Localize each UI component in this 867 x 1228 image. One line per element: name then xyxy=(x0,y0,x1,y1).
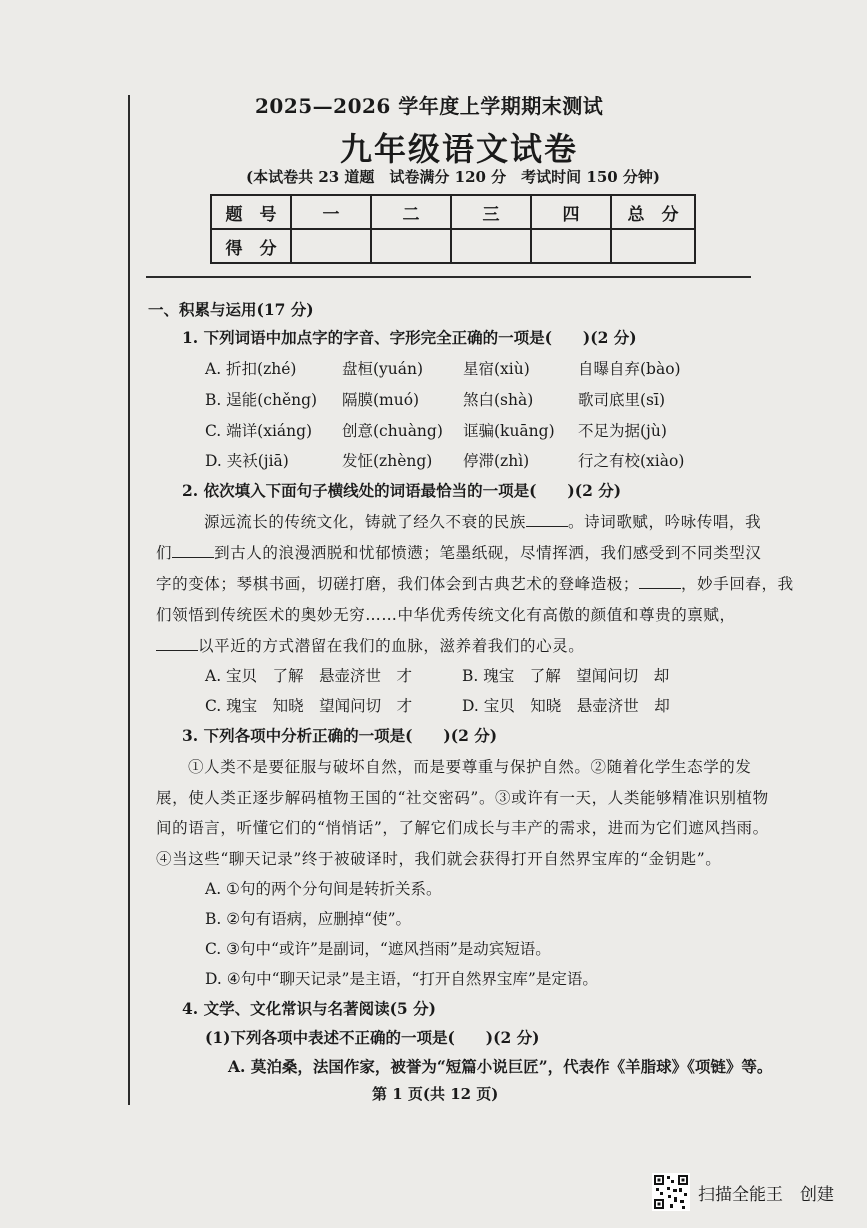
q3-passage-line: ④当这些“聊天记录”终于被破译时，我们就会获得打开自然界宝库的“金钥匙”。 xyxy=(156,850,722,868)
score-table-cell: 三 xyxy=(451,195,531,229)
question-1-stem: 1. 下列词语中加点字的字音、字形完全正确的一项是( )(2 分) xyxy=(182,328,637,347)
watermark-text: 扫描全能王 创建 xyxy=(698,1185,834,1205)
q1-option-c-1: C. 端详(xiáng) xyxy=(205,422,313,440)
q2-passage-text: 到古人的浪漫洒脱和忧郁愤懑；笔墨纸砚，尽情挥洒，我们感受到不同类型汉 xyxy=(214,544,762,562)
q1-option-b-1: B. 逞能(chěng) xyxy=(205,391,318,409)
q1-option-c-3: 诓骗(kuāng) xyxy=(463,422,555,440)
q2-passage-line xyxy=(156,541,762,563)
q1-option-d-4: 行之有校(xiào) xyxy=(578,452,685,470)
q2-blank-3 xyxy=(639,588,681,589)
question-4-stem: 4. 文学、文化常识与名著阅读(5 分) xyxy=(182,999,436,1018)
question-3-stem: 3. 下列各项中分析正确的一项是( )(2 分) xyxy=(182,726,498,745)
q3-passage-line: ①人类不是要征服与破坏自然，而是要尊重与保护自然。②随着化学生态学的发 xyxy=(188,758,752,776)
score-table-cell: 题 号 xyxy=(211,195,291,229)
q2-option-c: C. 瑰宝 知晓 望闻问切 才 xyxy=(205,697,413,715)
q1-option-d-1: D. 夹袄(jiā) xyxy=(205,452,289,470)
score-input-cell[interactable] xyxy=(531,229,611,263)
q2-passage-line: 们领悟到传统医术的奥妙无穷……中华优秀传统文化有高傲的颜值和尊贵的禀赋， xyxy=(156,606,736,624)
score-input-cell[interactable] xyxy=(451,229,531,263)
q1-option-a-2: 盘桓(yuán) xyxy=(342,360,424,378)
q1-option-b-2: 隔膜(muó) xyxy=(342,391,420,409)
exam-title-line1: 2025—2026 学年度上学期期末测试 xyxy=(255,94,604,118)
q3-passage-line: 展，使人类正逐步解码植物王国的“社交密码”。③或许有一天，人类能够精准识别植物 xyxy=(156,789,769,807)
q2-passage-text: 源远流长的传统文化，铸就了经久不衰的民族 xyxy=(204,513,527,531)
score-input-cell[interactable] xyxy=(611,229,695,263)
score-table-score-row xyxy=(211,229,695,263)
q2-passage-text: 字的变体；琴棋书画，切磋打磨，我们体会到古典艺术的登峰造极； xyxy=(156,575,640,593)
q1-option-d-3: 停滞(zhì) xyxy=(463,452,530,470)
q2-passage-text: 。诗词歌赋，吟咏传唱，我 xyxy=(568,513,762,531)
q3-option-b: B. ②句有语病，应删掉“使”。 xyxy=(205,910,411,928)
q2-passage-line xyxy=(204,510,761,532)
q2-passage-text: 以平近的方式潜留在我们的血脉，滋养着我们的心灵。 xyxy=(198,637,585,655)
question-2-stem: 2. 依次填入下面句子横线处的词语最恰当的一项是( )(2 分) xyxy=(182,481,622,500)
q1-option-a-1: A. 折扣(zhé) xyxy=(205,360,297,378)
q2-option-d: D. 宝贝 知晓 悬壶济世 却 xyxy=(462,697,670,715)
q1-option-a-4: 自曝自弃(bào) xyxy=(578,360,681,378)
q3-option-d: D. ④句中“聊天记录”是主语，“打开自然界宝库”是定语。 xyxy=(205,970,598,988)
q2-option-a: A. 宝贝 了解 悬壶济世 才 xyxy=(205,667,413,685)
q1-option-c-4: 不足为据(jù) xyxy=(578,422,667,440)
score-table-cell: 四 xyxy=(531,195,611,229)
binding-line xyxy=(128,95,130,1105)
q2-passage-line xyxy=(156,572,794,594)
q3-option-c: C. ③句中“或许”是副词，“遮风挡雨”是动宾短语。 xyxy=(205,940,551,958)
q3-option-a: A. ①句的两个分句间是转折关系。 xyxy=(205,880,442,898)
q4-sub1-option-a: A. 莫泊桑，法国作家，被誉为“短篇小说巨匠”，代表作《羊脂球》《项链》等。 xyxy=(228,1057,773,1076)
q2-blank-4 xyxy=(156,650,198,651)
exam-subtitle: (本试卷共 23 道题 试卷满分 120 分 考试时间 150 分钟) xyxy=(246,168,661,186)
score-table xyxy=(210,194,696,264)
score-table-cell: 总 分 xyxy=(611,195,695,229)
qr-code-icon xyxy=(652,1173,690,1215)
q2-passage-text: 们 xyxy=(156,544,173,562)
q1-option-a-3: 星宿(xiù) xyxy=(463,360,530,378)
score-input-cell[interactable] xyxy=(371,229,451,263)
q2-option-b: B. 瑰宝 了解 望闻问切 却 xyxy=(462,667,670,685)
page-footer: 第 1 页(共 12 页) xyxy=(372,1085,499,1103)
q1-option-d-2: 发怔(zhèng) xyxy=(342,452,433,470)
score-table-cell: 得 分 xyxy=(211,229,291,263)
score-table-cell: 一 xyxy=(291,195,371,229)
score-table-header-row xyxy=(211,195,695,229)
section-heading: 一、积累与运用(17 分) xyxy=(148,300,314,319)
q1-option-b-3: 煞白(shà) xyxy=(463,391,534,409)
exam-title-line2: 九年级语文试卷 xyxy=(340,130,579,168)
q2-passage-text: ，妙手回春，我 xyxy=(681,575,794,593)
q1-option-b-4: 歌司底里(sī) xyxy=(578,391,666,409)
q2-blank-2 xyxy=(172,557,214,558)
q2-passage-line xyxy=(156,634,584,656)
score-table-cell: 二 xyxy=(371,195,451,229)
score-input-cell[interactable] xyxy=(291,229,371,263)
q3-passage-line: 间的语言，听懂它们的“悄悄话”，了解它们成长与丰产的需求，进而为它们遮风挡雨。 xyxy=(156,819,769,837)
header-divider xyxy=(146,276,751,278)
q4-sub1-stem: (1)下列各项中表述不正确的一项是( )(2 分) xyxy=(205,1028,540,1047)
q1-option-c-2: 创意(chuàng) xyxy=(342,422,443,440)
q2-blank-1 xyxy=(526,526,568,527)
